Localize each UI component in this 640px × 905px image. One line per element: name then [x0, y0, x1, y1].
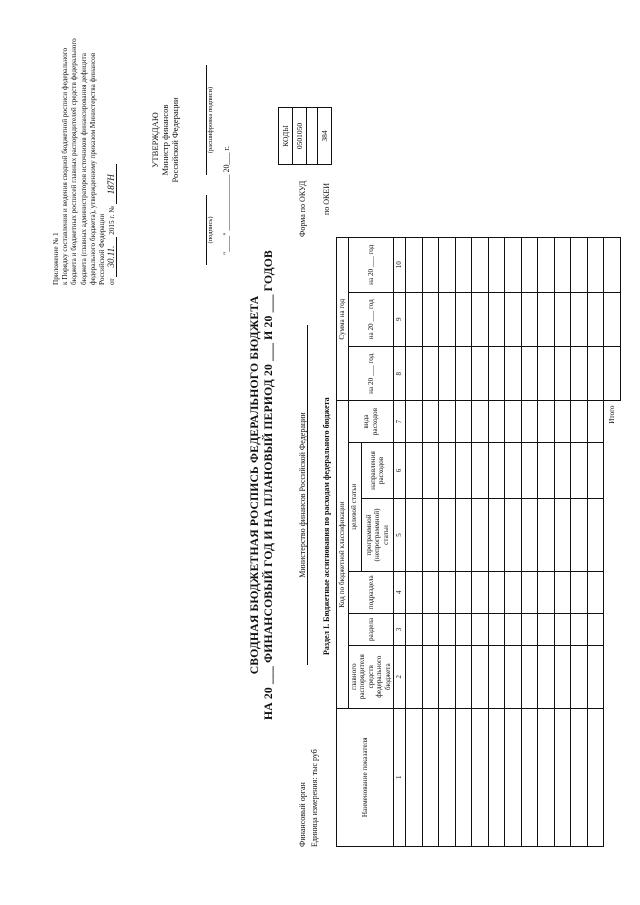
table-cell	[406, 708, 423, 846]
table-cell	[439, 442, 456, 499]
col-number: 8	[394, 347, 406, 401]
table-cell	[455, 292, 472, 346]
table-row	[455, 238, 472, 847]
table-row	[571, 238, 588, 847]
table-row	[406, 238, 423, 847]
table-cell	[587, 708, 604, 846]
codes-empty-cell	[307, 108, 318, 165]
table-cell	[406, 401, 423, 442]
table-body	[406, 238, 604, 847]
title-line1: СВОДНАЯ БЮДЖЕТНАЯ РОСПИСЬ ФЕДЕРАЛЬНОГО БЮДЖЕТА	[248, 295, 261, 675]
table-cell	[538, 499, 555, 571]
approval-line2: Российской Федерации	[170, 97, 180, 183]
table-cell	[422, 442, 439, 499]
appendix-date-value: 30.11.	[107, 237, 117, 277]
table-cell	[554, 708, 571, 846]
table-cell	[571, 442, 588, 499]
table-cell	[505, 708, 522, 846]
decode-caption: (расшифровка подписи)	[206, 65, 214, 175]
table-cell	[521, 401, 538, 442]
table-cell	[455, 401, 472, 442]
table-cell	[538, 442, 555, 499]
table-cell	[554, 347, 571, 401]
table-cell	[488, 238, 505, 293]
table-cell	[587, 442, 604, 499]
table-cell	[488, 499, 505, 571]
table-cell	[488, 292, 505, 346]
table-cell	[587, 499, 604, 571]
okei-value: 384	[318, 108, 332, 165]
table-cell	[406, 347, 423, 401]
col-number: 4	[394, 571, 406, 613]
approval-block	[150, 75, 180, 205]
table-cell	[505, 401, 522, 442]
table-cell	[587, 571, 604, 613]
table-cell	[538, 645, 555, 708]
col-year3-header: на 20 ___ год	[348, 238, 394, 293]
table-cell	[521, 645, 538, 708]
table-cell	[439, 499, 456, 571]
table-cell	[554, 401, 571, 442]
table-cell	[505, 571, 522, 613]
table-cell	[505, 238, 522, 293]
budget-table	[336, 237, 621, 847]
appendix-block	[52, 35, 117, 285]
table-cell	[521, 708, 538, 846]
table-cell	[587, 645, 604, 708]
table-cell	[422, 708, 439, 846]
table-cell	[439, 401, 456, 442]
table-row	[554, 238, 571, 847]
table-cell	[472, 571, 489, 613]
table-cell	[406, 499, 423, 571]
table-cell	[571, 613, 588, 645]
table-cell	[455, 238, 472, 293]
table-cell	[472, 238, 489, 293]
table-cell	[406, 571, 423, 613]
table-cell	[439, 571, 456, 613]
table-cell	[472, 645, 489, 708]
table-cell	[422, 238, 439, 293]
table-cell	[571, 571, 588, 613]
table-cell	[439, 292, 456, 346]
table-cell	[554, 238, 571, 293]
table-cell	[554, 613, 571, 645]
table-cell	[538, 401, 555, 442]
col-number: 9	[394, 292, 406, 346]
table-cell	[439, 708, 456, 846]
code-group-header: Код по бюджетной классификации	[337, 401, 349, 708]
table-cell	[587, 401, 604, 442]
table-cell	[554, 499, 571, 571]
table-cell	[488, 708, 505, 846]
table-cell	[422, 401, 439, 442]
table-row	[422, 238, 439, 847]
table-row	[587, 238, 604, 847]
document-title	[248, 215, 275, 755]
total-year3-cell	[604, 238, 621, 293]
table-cell	[406, 292, 423, 346]
fin-organ-label: Финансовый орган	[298, 782, 307, 847]
table-cell	[587, 238, 604, 293]
table-cell	[538, 238, 555, 293]
table-cell	[587, 613, 604, 645]
table-cell	[505, 292, 522, 346]
col-year1-header: на 20 ___ год	[348, 347, 394, 401]
table-row	[505, 238, 522, 847]
approval-line1: Министр финансов	[160, 104, 170, 176]
col-number: 5	[394, 499, 406, 571]
okud-label: Форма по ОКУД	[298, 180, 307, 237]
unit-label: Единица измерения: тыс руб	[310, 749, 319, 847]
col-napr-header: направления расходов	[361, 442, 393, 499]
table-cell	[521, 499, 538, 571]
appendix-order-number: 187Н	[107, 164, 117, 204]
table-cell	[554, 442, 571, 499]
table-cell	[472, 347, 489, 401]
table-cell	[455, 347, 472, 401]
table-cell	[422, 613, 439, 645]
approval-date-line: "____" ______________ 20___ г.	[222, 146, 231, 255]
total-year2-cell	[604, 292, 621, 346]
table-cell	[488, 645, 505, 708]
table-cell	[571, 401, 588, 442]
approval-heading: УТВЕРЖДАЮ	[150, 112, 160, 168]
table-cell	[472, 442, 489, 499]
table-row	[538, 238, 555, 847]
table-cell	[505, 442, 522, 499]
table-cell	[505, 645, 522, 708]
total-label: Итого	[604, 401, 621, 847]
table-cell	[488, 613, 505, 645]
col-number: 1	[394, 708, 406, 846]
table-cell	[521, 571, 538, 613]
table-cell	[571, 645, 588, 708]
table-cell	[571, 499, 588, 571]
table-cell	[571, 238, 588, 293]
table-cell	[505, 613, 522, 645]
column-number-row	[394, 238, 406, 847]
table-cell	[538, 708, 555, 846]
table-cell	[521, 292, 538, 346]
target-article-header: целевой статьи	[348, 442, 361, 571]
table-cell	[488, 571, 505, 613]
appendix-date: от 30.11. 2015 г. № 187Н	[107, 35, 117, 285]
col-number: 2	[394, 645, 406, 708]
table-cell	[472, 292, 489, 346]
table-cell	[571, 347, 588, 401]
table-cell	[455, 571, 472, 613]
appendix-label: Приложение № 1	[52, 232, 60, 285]
table-cell	[455, 613, 472, 645]
table-row	[521, 238, 538, 847]
col-year2-header: на 20 ___ год	[348, 292, 394, 346]
table-cell	[538, 292, 555, 346]
table-cell	[455, 708, 472, 846]
col-podrazdel-header: подраздела	[348, 571, 394, 613]
col-number: 7	[394, 401, 406, 442]
table-cell	[554, 571, 571, 613]
sum-group-header: Сумма на год	[337, 238, 349, 401]
total-row	[604, 238, 621, 847]
table-cell	[587, 347, 604, 401]
table-row	[488, 238, 505, 847]
codes-header: КОДЫ	[279, 108, 293, 165]
table-cell	[521, 238, 538, 293]
table-cell	[439, 238, 456, 293]
col-number: 6	[394, 442, 406, 499]
table-cell	[538, 571, 555, 613]
table-cell	[488, 442, 505, 499]
table-cell	[406, 645, 423, 708]
table-cell	[439, 347, 456, 401]
codes-box	[278, 107, 332, 165]
table-cell	[439, 645, 456, 708]
table-cell	[521, 613, 538, 645]
col-prog-header: программной (непрограммной) статьи	[361, 499, 393, 571]
table-cell	[455, 499, 472, 571]
table-cell	[488, 401, 505, 442]
table-cell	[422, 292, 439, 346]
signature-caption: (подпись)	[206, 195, 214, 265]
table-cell	[505, 347, 522, 401]
col-number: 3	[394, 613, 406, 645]
okud-value: 0501050	[293, 108, 307, 165]
table-cell	[422, 645, 439, 708]
table-cell	[472, 499, 489, 571]
total-year1-cell	[604, 347, 621, 401]
title-line2: НА 20 ___ ФИНАНСОВЫЙ ГОД И НА ПЛАНОВЫЙ ПЕРИОД 20 ___ И 20 ___ ГОДОВ	[261, 250, 275, 720]
table-row	[439, 238, 456, 847]
table-cell	[488, 347, 505, 401]
table-cell	[505, 499, 522, 571]
table-cell	[455, 645, 472, 708]
col-vid-header: вида расходов	[348, 401, 394, 442]
table-cell	[521, 442, 538, 499]
table-cell	[422, 571, 439, 613]
table-cell	[521, 347, 538, 401]
table-row	[472, 238, 489, 847]
table-cell	[538, 347, 555, 401]
table-cell	[571, 708, 588, 846]
table-cell	[406, 442, 423, 499]
col-name-header: Наименование показателя	[337, 708, 394, 846]
table-cell	[422, 347, 439, 401]
table-cell	[406, 613, 423, 645]
table-cell	[455, 442, 472, 499]
col-razdel-header: раздела	[348, 613, 394, 645]
table-cell	[587, 292, 604, 346]
col-grbs-header: главного распорядителя средств федерального бюджета	[348, 645, 394, 708]
table-cell	[538, 613, 555, 645]
col-number: 10	[394, 238, 406, 293]
table-cell	[554, 292, 571, 346]
table-cell	[472, 708, 489, 846]
table-cell	[406, 238, 423, 293]
fin-organ-value: Министерство финансов Российской Федерации	[298, 325, 308, 665]
section-title: Раздел I. Бюджетные ассигнования по расходам федерального бюджета	[322, 397, 331, 655]
table-cell	[472, 613, 489, 645]
table-cell	[554, 645, 571, 708]
table-cell	[571, 292, 588, 346]
table-cell	[472, 401, 489, 442]
table-cell	[439, 613, 456, 645]
table-cell	[422, 499, 439, 571]
okei-label: по ОКЕИ	[322, 182, 331, 215]
appendix-text: к Порядку составления и ведения сводной бюджетной росписи федерального бюджета и бюджетных росписей главных распорядителей средств федерального бюджета (главных администраторов источников финансирования дефицита федерального бюджета), утвержденному приказом Министерства финансов Российской Федерации	[61, 38, 107, 285]
